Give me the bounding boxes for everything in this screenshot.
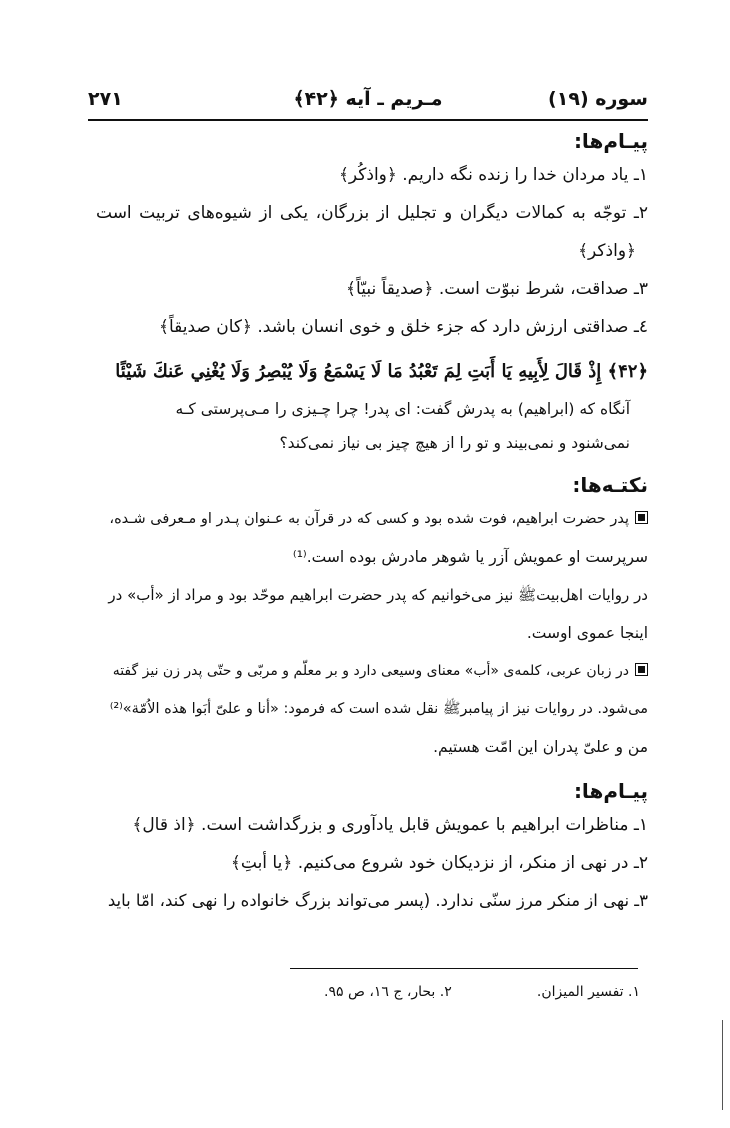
square-bullet-icon (635, 663, 648, 676)
note-line: اینجا عموی اوست. (526, 624, 648, 642)
note-line: پدر حضرت ابراهیم، فوت شده بود و کسی که در قرآن به عـنوان پـدر او مـعرفی شـده، (96, 500, 648, 538)
header-divider (88, 119, 648, 121)
note-line: سرپرست او عمویش آزر یا شوهر مادرش بوده است.⁽¹⁾ (292, 548, 648, 566)
verse-reference: مـریم ـ آیه ﴿۴۲﴾ (293, 88, 443, 110)
quran-verse: ﴿۴۲﴾ إِذْ قَالَ لِأَبِيهِ يَا أَبَتِ لِمَ تَعْبُدُ مَا لَا يَسْمَعُ وَلَا يُبْصِرُ وَلَا يُغْنِي عَنكَ شَيْئًا (115, 361, 648, 382)
messages-heading: پیـام‌ها: (573, 779, 648, 803)
message-item: ٤ـ صداقتی ارزش دارد که جزء خلق و خوی انسان باشد. ﴿کان صدیقاً﴾ (159, 317, 648, 337)
message-item-continuation: ﴿واذکر﴾ (578, 241, 636, 261)
footnote-2: ۲. بحار، ج ۱٦، ص ۹۵. (324, 984, 452, 1000)
footnote-divider (290, 968, 638, 969)
page-content (96, 126, 648, 920)
page-header (88, 88, 648, 114)
message-item: ۳ـ صداقت، شرط نبوّت است. ﴿صدیقاً نبیّاً﴾ (346, 279, 648, 299)
verse-translation: آنگاه که (ابراهیم) به پدرش گفت: ای پدر! چرا چـیزی را مـی‌پرستی کـه (175, 400, 630, 418)
note-line: می‌شود. در روایات نیز از پیامبرﷺ نقل شده است که فرمود: «أنا و علیّ أبَوا هذه الاُمّة»⁽²⁾ (109, 701, 648, 717)
note-line: در روایات اهل‌بیتﷺ نیز می‌خوانیم که پدر حضرت ابراهیم موحّد بود و مراد از «أب» در (108, 586, 648, 604)
notes-heading: نکتـه‌ها: (572, 473, 648, 497)
footnotes (300, 984, 640, 1012)
note-line: من و علیّ پدران این امّت هستیم. (433, 738, 648, 756)
messages-heading: پیـام‌ها: (573, 129, 648, 153)
square-bullet-icon (635, 511, 648, 524)
page-number: ۲۷۱ (88, 88, 123, 110)
scan-edge-mark (722, 1020, 723, 1110)
note-line: در زبان عربی، کلمه‌ی «أب» معنای وسیعی دارد و بر معلّم و مربّی و حتّی پدر زن نیز گفته (96, 652, 648, 690)
verse-translation: نمی‌شنود و نمی‌بیند و تو را از هیچ چیز بی نیاز نمی‌کند؟ (279, 434, 630, 452)
sura-label: سوره (۱۹) (548, 88, 648, 110)
footnote-1: ۱. تفسیر المیزان. (536, 984, 640, 1000)
message-item: ۲ـ توجّه به کمالات دیگران و تجلیل از بزرگان، یکی از شیوه‌های تربیت است (96, 203, 648, 223)
message-item: ۱ـ مناظرات ابراهیم با عمویش قابل یادآوری و بزرگداشت است. ﴿اذ قال﴾ (132, 815, 648, 835)
message-item: ۲ـ در نهی از منکر، از نزدیکان خود شروع می‌کنیم. ﴿یا أبتِ﴾ (230, 853, 648, 873)
message-item: ۱ـ یاد مردان خدا را زنده نگه داریم. ﴿واذکُر﴾ (338, 165, 648, 185)
message-item: ۳ـ نهی از منکر مرز سنّی ندارد. (پسر می‌تواند بزرگ خانواده را نهی کند، امّا باید (107, 891, 648, 910)
